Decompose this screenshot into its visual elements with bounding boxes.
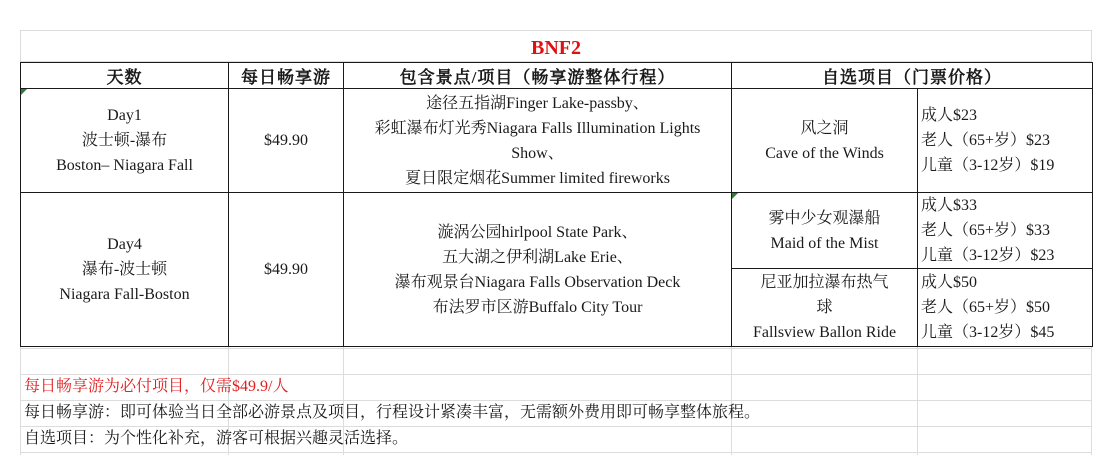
price-child: 儿童（3-12岁）$19 (921, 157, 1055, 174)
itinerary-table (20, 62, 1093, 347)
day-cell[interactable] (21, 89, 229, 193)
header-cell-itinerary[interactable]: 包含景点/项目（畅享游整体行程） (344, 63, 732, 89)
option-name-cn-cont: 球 (816, 299, 833, 316)
option-price-cell[interactable] (918, 269, 1093, 347)
option-name-en: Cave of the Winds (765, 144, 884, 162)
price-adult: 成人$50 (921, 274, 978, 291)
gridline (20, 374, 1092, 375)
header-cell-options[interactable]: 自选项目（门票价格） (732, 63, 1093, 89)
price-child: 儿童（3-12岁）$45 (921, 324, 1055, 341)
option-name-en: Maid of the Mist (770, 234, 879, 252)
day-route-cn: 波士顿-瀑布 (81, 132, 168, 149)
gridline (20, 452, 1092, 453)
option-name-cell[interactable] (732, 193, 918, 269)
option-name-cn: 风之洞 (800, 119, 849, 137)
note-daily[interactable]: 每日畅享游：即可体验当日全部必游景点及项目，行程设计紧凑丰富，无需额外费用即可畅享整体旅程。 (24, 404, 761, 421)
price-child: 儿童（3-12岁）$23 (921, 247, 1055, 264)
itinerary-line: 布法罗市区游Buffalo City Tour (432, 298, 643, 316)
itinerary-line: Show、 (511, 144, 564, 162)
price-senior: 老人（65+岁）$33 (921, 222, 1051, 239)
price-cell[interactable]: $49.90 (229, 193, 344, 347)
note-optional[interactable]: 自选项目：为个性化补充，游客可根据兴趣灵活选择。 (24, 430, 409, 447)
itinerary-line: 漩涡公园hirlpool State Park、 (437, 223, 638, 241)
day-route-en: Boston– Niagara Fall (56, 157, 193, 174)
header-cell-day[interactable]: 天数 (21, 63, 229, 89)
price-senior: 老人（65+岁）$50 (921, 299, 1051, 316)
gridline (20, 426, 1092, 427)
option-name-cell[interactable] (732, 89, 918, 193)
cell-comment-marker (732, 193, 738, 199)
price-cell[interactable]: $49.90 (229, 89, 344, 193)
itinerary-line: 途径五指湖Finger Lake-passby、 (426, 94, 649, 112)
gridline (20, 348, 1092, 349)
table-row (21, 89, 1093, 193)
sheet-title[interactable]: BNF2 (20, 30, 1092, 62)
itinerary-line: 瀑布观景台Niagara Falls Observation Deck (394, 273, 681, 291)
option-name-cn: 尼亚加拉瀑布热气 (760, 274, 889, 291)
option-price-cell[interactable] (918, 193, 1093, 269)
table-row (21, 193, 1093, 269)
price-adult: 成人$33 (921, 197, 978, 214)
note-required[interactable]: 每日畅享游为必付项目，仅需$49.9/人 (24, 378, 289, 395)
itinerary-line: 彩虹瀑布灯光秀Niagara Falls Illumination Lights (374, 119, 701, 137)
gridline (20, 400, 1092, 401)
day-number: Day4 (107, 236, 142, 253)
header-cell-price[interactable]: 每日畅享游 (229, 63, 344, 89)
day-route-en: Niagara Fall-Boston (59, 286, 190, 303)
price-adult: 成人$23 (921, 107, 978, 124)
option-price-cell[interactable] (918, 89, 1093, 193)
itinerary-cell[interactable] (344, 193, 732, 347)
option-name-cell[interactable] (732, 269, 918, 347)
itinerary-cell[interactable] (344, 89, 732, 193)
option-name-cn: 雾中少女观瀑船 (768, 209, 881, 227)
itinerary-line: 夏日限定烟花Summer limited fireworks (405, 169, 670, 187)
spreadsheet-area (20, 30, 1092, 455)
itinerary-line: 五大湖之伊利湖Lake Erie、 (442, 248, 633, 266)
price-senior: 老人（65+岁）$23 (921, 132, 1051, 149)
day-number: Day1 (107, 107, 142, 124)
day-cell[interactable] (21, 193, 229, 347)
header-row (21, 63, 1093, 89)
cell-comment-marker (21, 89, 27, 95)
day-route-cn: 瀑布-波士顿 (81, 261, 168, 278)
option-name-en: Fallsview Ballon Ride (752, 324, 897, 341)
